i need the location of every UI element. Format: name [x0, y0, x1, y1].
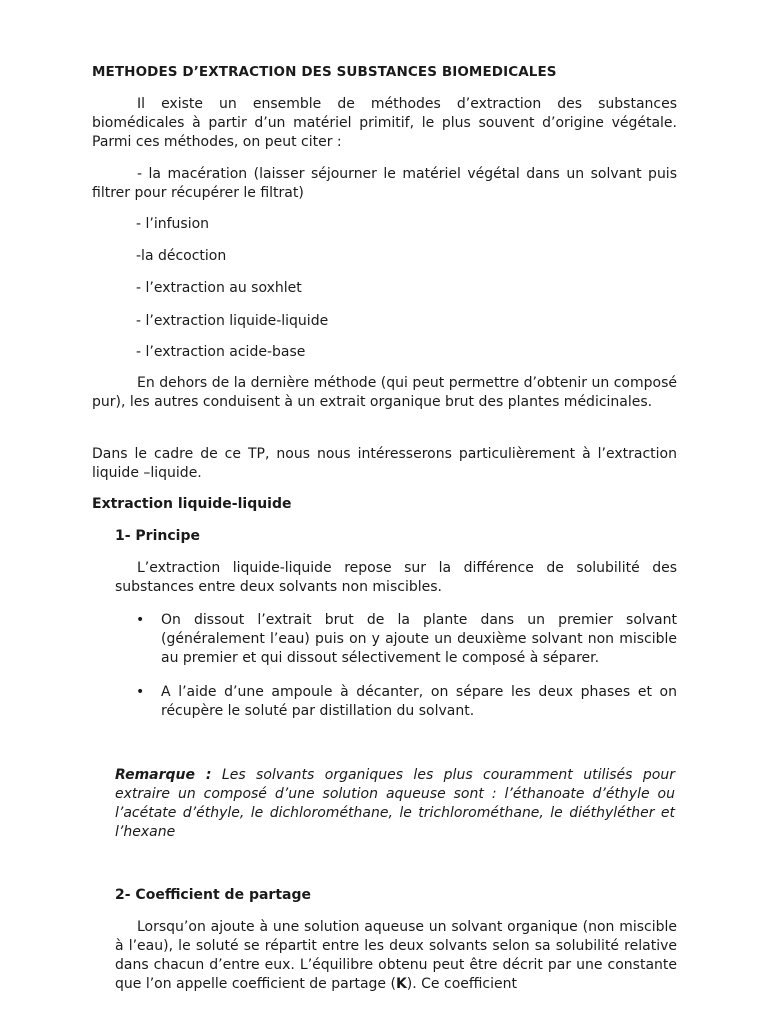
remarque-label: Remarque :: [115, 767, 212, 783]
coefficient-symbol: K: [395, 976, 407, 992]
list-item-soxhlet: - l’extraction au soxhlet: [136, 280, 302, 296]
list-item-decoction: -la décoction: [136, 248, 227, 264]
bullet-text: On dissout l’extrait brut de la plante dans un premier solvant (généralement l’eau) puis on y ajoute un deuxième solvant non miscible au premier et qui dissout sélectivement le composé à séparer.: [161, 612, 677, 666]
bullet-icon: •: [136, 612, 145, 628]
list-item-maceration: - la macération (laisser séjourner le matériel végétal dans un solvant puis filtrer pour récupérer le filtrat): [92, 166, 677, 201]
coefficient-text-start: Lorsqu’on ajoute à une solution aqueuse un solvant organique (non miscible à l’eau), le soluté se répartit entre les deux solvants selon sa solubilité relative dans chacun d’entre eux. L’équilibre obtenu peut être décrit par une constante que l’on appelle coefficient de partage (: [115, 919, 677, 992]
section-heading: Extraction liquide-liquide: [92, 496, 292, 512]
paragraph-outside-methods: En dehors de la dernière méthode (qui peut permettre d’obtenir un composé pur), les autres conduisent à un extrait organique brut des plantes médicinales.: [92, 375, 677, 410]
intro-paragraph: Il existe un ensemble de méthodes d’extraction des substances biomédicales à partir d’un matériel primitif, le plus souvent d’origine végétale. Parmi ces méthodes, on peut citer :: [92, 96, 677, 150]
paragraph-tp-focus: Dans le cadre de ce TP, nous nous intéresserons particulièrement à l’extraction liquide –liquide.: [92, 446, 677, 481]
coefficient-heading: 2- Coefficient de partage: [115, 887, 311, 903]
list-item-acide-base: - l’extraction acide-base: [136, 344, 306, 360]
coefficient-text-end: ). Ce coefficient: [406, 976, 517, 992]
remarque-text: Les solvants organiques les plus couramment utilisés pour extraire un composé d’une solution aqueuse sont : l’éthanoate d’éthyle ou l’acétate d’éthyle, le dichlorométhane, le trichlorométhane, le diéthyléther et l’hexane: [115, 767, 675, 840]
list-item-liquide-liquide: - l’extraction liquide-liquide: [136, 313, 329, 329]
document-title: METHODES D’EXTRACTION DES SUBSTANCES BIOMEDICALES: [92, 64, 557, 80]
principe-heading: 1- Principe: [115, 528, 200, 544]
bullet-item: [136, 611, 677, 671]
list-item-infusion: - l’infusion: [136, 216, 210, 232]
bullet-item: [136, 683, 677, 723]
remarque-paragraph: [115, 766, 675, 842]
coefficient-paragraph: [115, 918, 677, 994]
bullet-text: A l’aide d’une ampoule à décanter, on sépare les deux phases et on récupère le soluté par distillation du solvant.: [161, 684, 677, 719]
principe-paragraph: L’extraction liquide-liquide repose sur la différence de solubilité des substances entre deux solvants non miscibles.: [115, 560, 677, 595]
bullet-icon: •: [136, 684, 145, 700]
